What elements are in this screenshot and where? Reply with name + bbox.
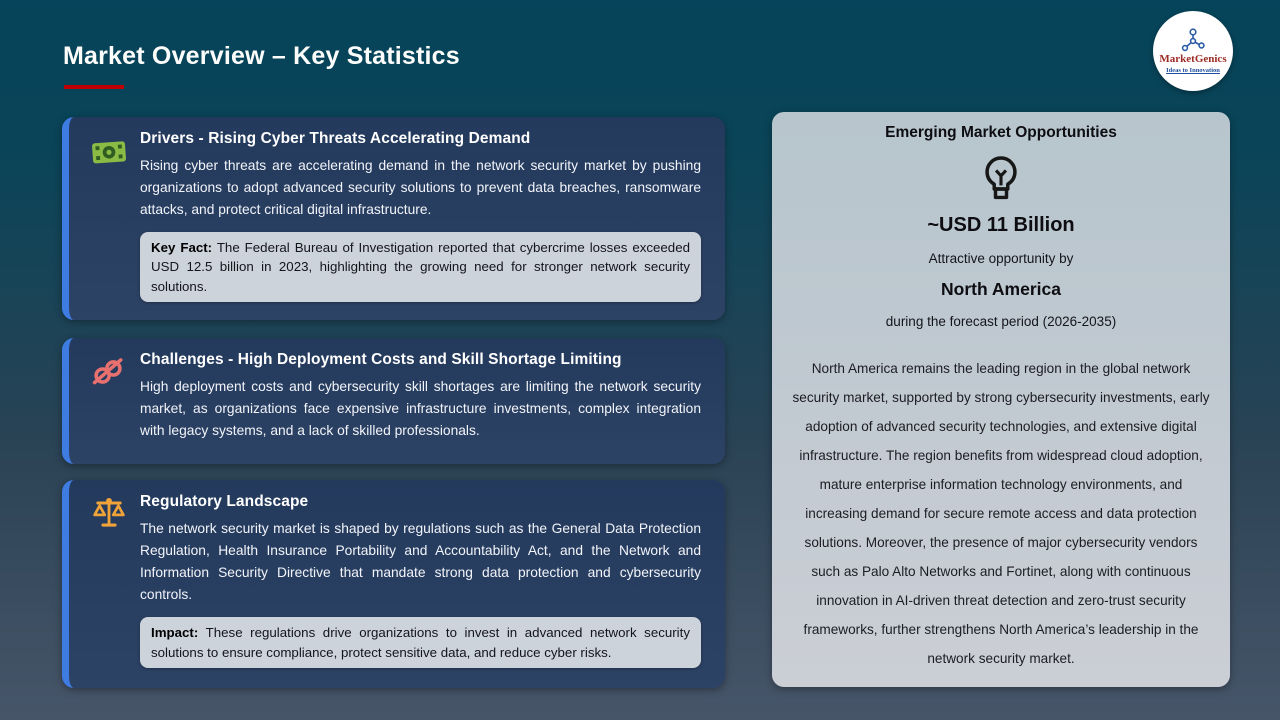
panel-title: Emerging Market Opportunities	[885, 124, 1117, 141]
opportunity-subtitle: Attractive opportunity by	[928, 251, 1074, 266]
logo-tagline: Ideas to Innovation	[1166, 66, 1220, 74]
key-fact-box	[140, 232, 701, 302]
callout-label: Impact:	[151, 625, 199, 641]
callout-text: The Federal Bureau of Investigation reported that cybercrime losses exceeded USD 12.5 billion in 2023, highlighting the growing need for stronger network security solutions.	[151, 240, 690, 294]
opportunity-value: ~USD 11 Billion	[927, 214, 1075, 236]
opportunity-panel	[772, 112, 1230, 687]
regulatory-card	[62, 480, 725, 688]
card-title: Challenges - High Deployment Costs and Skill Shortage Limiting	[140, 351, 622, 368]
logo	[1153, 11, 1233, 91]
card-title: Regulatory Landscape	[140, 493, 309, 510]
opportunity-region: North America	[941, 279, 1061, 299]
opportunity-period: during the forecast period (2026-2035)	[885, 314, 1117, 329]
card-body: The network security market is shaped by regulations such as the General Data Protection Regulation, Health Insurance Portability and Accountability Act, and the Network and Information Security Directive that mandate strong data protection and cybersecurity controls.	[140, 521, 701, 603]
logo-name: MarketGenics	[1159, 53, 1227, 66]
page-title: Market Overview – Key Statistics	[63, 42, 460, 70]
callout-text: These regulations drive organizations to invest in advanced network security solutions to ensure compliance, protect sensitive data, and reduce cyber risks.	[151, 625, 690, 660]
callout-label: Key Fact:	[151, 240, 213, 256]
impact-box	[140, 617, 701, 668]
broken-link-icon	[90, 355, 128, 391]
card-title: Drivers - Rising Cyber Threats Accelerating Demand	[140, 130, 531, 147]
scales-icon	[90, 494, 128, 530]
card-body: High deployment costs and cybersecurity skill shortages are limiting the network security market, as organizations face expensive infrastructure investments, complex integration with legacy systems, and a lack of skilled professionals.	[140, 379, 701, 439]
title-underline	[64, 85, 124, 89]
card-body: Rising cyber threats are accelerating demand in the network security market by pushing organizations to adopt advanced security solutions to prevent data breaches, ransomware attacks, and protect critical digital infrastructure.	[140, 158, 701, 218]
opportunity-description: North America remains the leading region in the global network security market, supported by strong cybersecurity investments, early adoption of advanced security technologies, and extensive digital infrastructure. The region benefits from widespread cloud adoption, mature enterprise information technology environments, and increasing demand for secure remote access and data protection solutions. Moreover, the presence of major cybersecurity vendors such as Palo Alto Networks and Fortinet, along with continuous innovation in AI-driven threat detection and zero-trust security frameworks, further strengthens North America’s leadership in the network security market.	[792, 361, 1210, 666]
money-icon	[90, 134, 128, 170]
challenges-card	[62, 338, 725, 464]
molecule-icon	[1180, 28, 1206, 53]
lightbulb-icon	[979, 151, 1023, 210]
drivers-card	[62, 117, 725, 320]
